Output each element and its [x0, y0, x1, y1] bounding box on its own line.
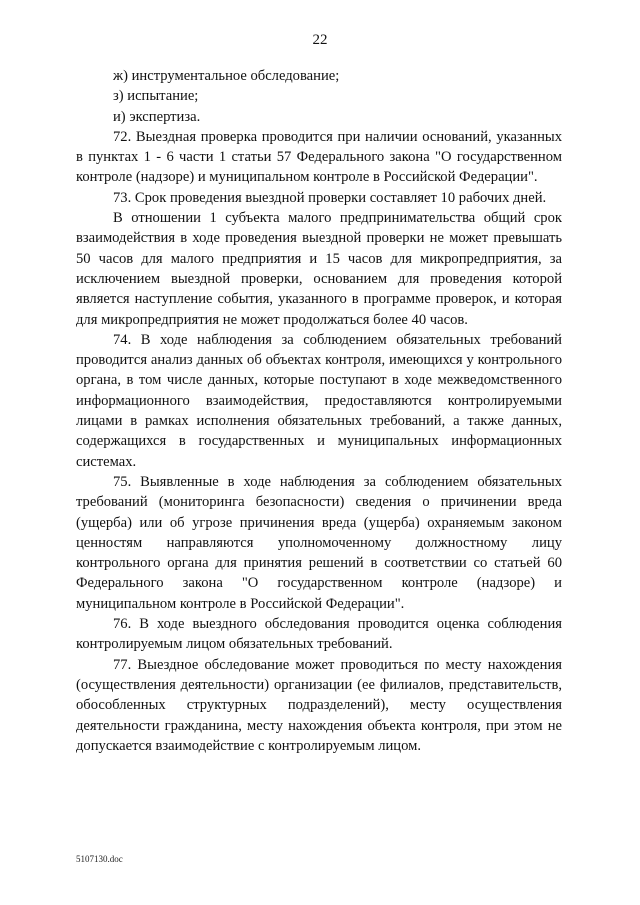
page-number: 22	[312, 32, 328, 48]
document-filename: 5107130.doc	[76, 854, 123, 864]
list-item-zh: ж) инструментальное обследование;	[113, 68, 340, 84]
paragraph-77: 77. Выездное обследование может проводиться по месту нахождения (осуществления деятельности) организации (ее филиалов, представительств, обособленных структурных подразделений), месту осуществления деятельности гражданина, месту нахождения объекта контроля, при этом не допускается взаимодействие с контролируемым лицом.	[76, 656, 562, 754]
paragraph-74: 74. В ходе наблюдения за соблюдением обязательных требований проводится анализ данных об объектах контроля, имеющихся у контрольного органа, в том числе данных, которые поступают в ходе межведомственного информационного взаимодействия, предоставляются контролируемыми лицами в рамках исполнения обязательных требований, а также данных, содержащихся в государственных и муниципальных информационных системах.	[76, 331, 562, 470]
list-item-z: з) испытание;	[113, 88, 199, 105]
paragraph-75: 75. Выявленные в ходе наблюдения за соблюдением обязательных требований (мониторинга безопасности) сведения о причинении вреда (ущерба) или об угрозе причинения вреда (ущерба) охраняемым законом ценностям направляются уполномоченному должностному лицу контрольного органа для принятия решений в соответствии со статьей 60 Федерального закона "О государственном контроле (надзоре) и муниципальном контроле в Российской Федерации".	[76, 473, 562, 612]
paragraph-73-continued: В отношении 1 субъекта малого предпринимательства общий срок взаимодействия в ходе проведения выездной проверки не может превышать 50 часов для малого предприятия и 15 часов для микропредприятия, за исключением выездной проверки, основанием для проведения которой является наступление события, указанного в программе проверок, и которая для микропредприятия не может продолжаться более 40 часов.	[76, 210, 562, 328]
paragraph-73: 73. Срок проведения выездной проверки составляет 10 рабочих дней.	[113, 189, 547, 206]
list-item-i: и) экспертиза.	[113, 108, 201, 125]
paragraph-72: 72. Выездная проверка проводится при наличии оснований, указанных в пунктах 1 - 6 части 1 статьи 57 Федерального закона "О государственном контроле (надзоре) и муниципальном контроле в Российской Федерации".	[76, 128, 562, 186]
paragraph-76: 76. В ходе выездного обследования проводится оценка соблюдения контролируемым лицом обязательных требований.	[76, 616, 562, 653]
document-body	[76, 66, 562, 756]
